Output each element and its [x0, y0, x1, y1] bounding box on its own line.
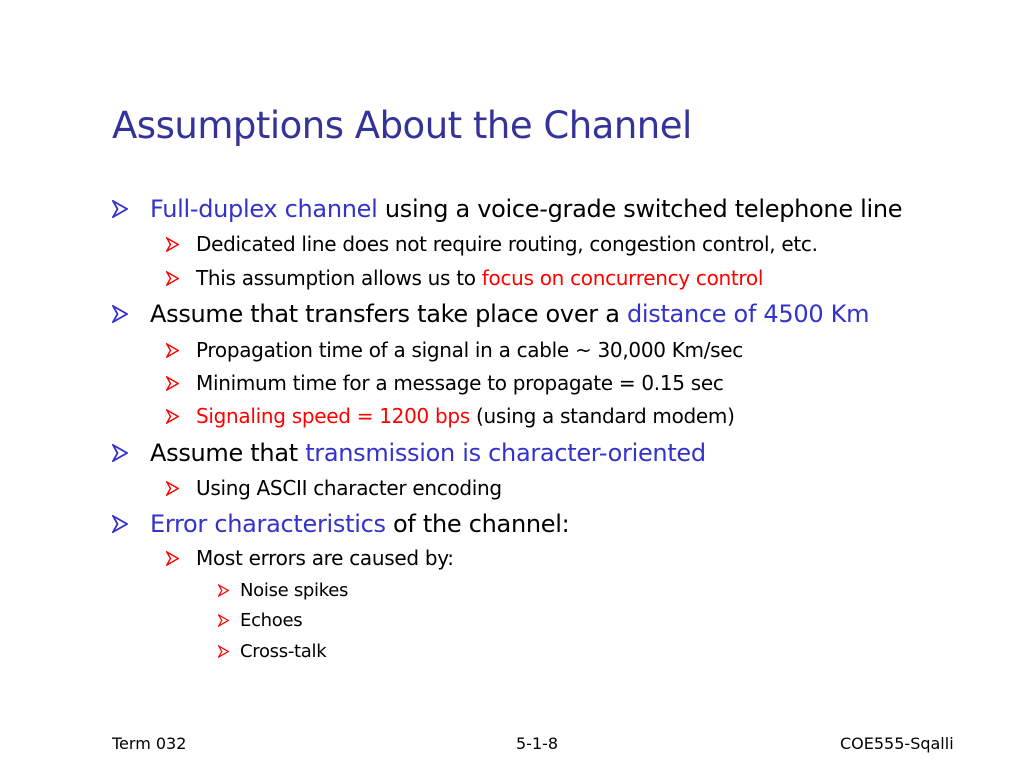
sub-bullet-item — [166, 544, 454, 572]
bullet-text-segment: Assume that transfers take place over a — [150, 300, 627, 328]
arrow-bullet-icon — [166, 551, 196, 566]
bullet-text — [150, 300, 869, 328]
arrow-bullet-icon — [218, 614, 240, 627]
bullet-text — [196, 546, 454, 570]
bullet-text-segment: Signaling speed = 1200 bps — [196, 404, 470, 428]
sub-sub-bullet-item — [218, 577, 348, 603]
sub-bullet-item — [166, 336, 743, 364]
arrow-bullet-icon — [166, 376, 196, 391]
arrow-bullet-icon — [112, 200, 150, 218]
bullet-text-segment: Most errors are caused by: — [196, 546, 454, 570]
bullet-text-segment: (using a standard modem) — [469, 404, 735, 428]
bullet-text — [196, 232, 818, 256]
arrow-bullet-icon — [166, 343, 196, 358]
footer-course: COE555-Sqalli — [840, 734, 954, 753]
sub-bullet-item — [166, 230, 818, 258]
bullet-text-segment: Full-duplex channel — [150, 195, 378, 223]
arrow-bullet-icon — [166, 409, 196, 424]
arrow-bullet-icon — [112, 444, 150, 462]
arrow-bullet-icon — [218, 645, 240, 658]
sub-bullet-item — [166, 369, 724, 397]
bullet-text-segment: Error characteristics — [150, 510, 386, 538]
bullet-text — [196, 266, 763, 290]
arrow-bullet-icon — [166, 237, 196, 252]
bullet-text-segment: Echoes — [240, 609, 303, 631]
bullet-text-segment: Dedicated line does not require routing, congestion control, etc. — [196, 232, 818, 256]
bullet-text-segment: Assume that — [150, 439, 306, 467]
arrow-bullet-icon — [218, 584, 240, 597]
bullet-text — [240, 580, 348, 601]
footer-term: Term 032 — [112, 734, 187, 753]
bullet-text-segment: using a voice-grade switched telephone line — [377, 195, 903, 223]
bullet-text-segment: Minimum time for a message to propagate = 0.15 sec — [196, 371, 724, 395]
sub-sub-bullet-item — [218, 638, 326, 664]
bullet-text — [240, 610, 302, 631]
slide-title: Assumptions About the Channel — [112, 104, 692, 147]
bullet-text-segment: Propagation time of a signal in a cable ~ 30,000 Km/sec — [196, 338, 743, 362]
arrow-bullet-icon — [166, 481, 196, 496]
bullet-item — [112, 508, 569, 540]
bullet-text-segment: focus on concurrency control — [481, 266, 764, 290]
bullet-text — [196, 404, 735, 428]
bullet-text — [150, 510, 569, 538]
arrow-bullet-icon — [112, 305, 150, 323]
bullet-text — [196, 371, 724, 395]
bullet-item — [112, 193, 902, 225]
bullet-text — [196, 338, 743, 362]
sub-bullet-item — [166, 402, 735, 430]
bullet-text-segment: Noise spikes — [240, 579, 349, 601]
bullet-text-segment: of the channel: — [385, 510, 570, 538]
bullet-text-segment: Cross-talk — [240, 640, 327, 662]
sub-bullet-item — [166, 474, 502, 502]
bullet-text — [240, 641, 326, 662]
sub-sub-bullet-item — [218, 607, 302, 633]
bullet-text — [196, 476, 502, 500]
bullet-text-segment: This assumption allows us to — [196, 266, 482, 290]
arrow-bullet-icon — [112, 515, 150, 533]
bullet-item — [112, 298, 869, 330]
bullet-text-segment: transmission is character-oriented — [305, 439, 706, 467]
bullet-text — [150, 195, 902, 223]
bullet-text-segment: distance of 4500 Km — [626, 300, 870, 328]
bullet-item — [112, 437, 706, 469]
footer-slide-number: 5-1-8 — [516, 734, 559, 753]
sub-bullet-item — [166, 264, 763, 292]
bullet-text — [150, 439, 706, 467]
arrow-bullet-icon — [166, 271, 196, 286]
bullet-text-segment: Using ASCII character encoding — [196, 476, 502, 500]
